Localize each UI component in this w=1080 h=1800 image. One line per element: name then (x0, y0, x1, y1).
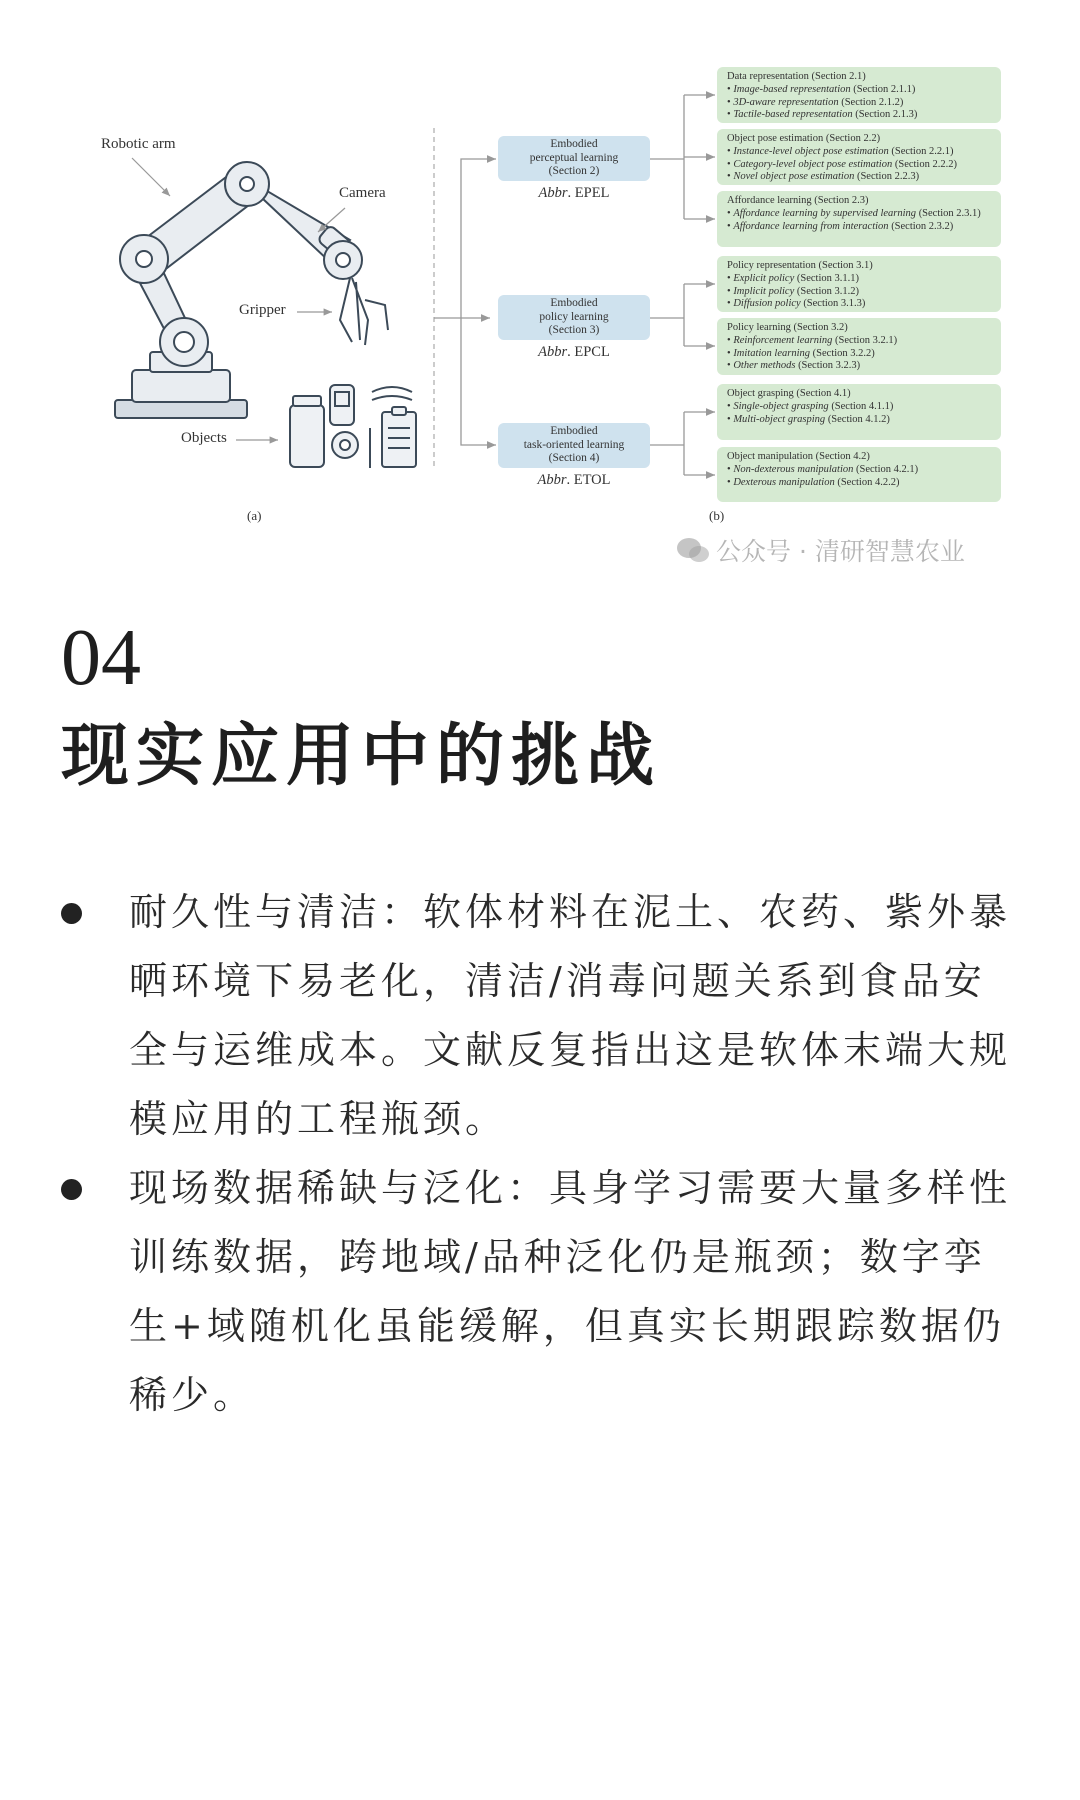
topic-title: Object manipulation (Section 4.2) (727, 451, 870, 462)
topic-title: Policy representation (Section 3.1) (727, 260, 873, 271)
topic-item-section: (Section 2.2.3) (854, 171, 920, 183)
bullet-dot: • (727, 298, 734, 310)
topic-box (717, 191, 1001, 247)
topic-item-section: (Section 3.1.2) (794, 285, 860, 297)
topic-item-section: (Section 4.2.2) (834, 476, 900, 488)
topic-item-section: (Section 3.2.2) (810, 347, 875, 359)
section-title: 现实应用中的挑战 (61, 716, 662, 796)
bullet-dot: • (727, 158, 734, 170)
abbr-prefix: Abbr (537, 472, 567, 488)
topic-item-section: (Section 2.1.3) (852, 109, 918, 121)
topic-item-section: (Section 3.1.1) (794, 272, 859, 284)
bullet-item (61, 1154, 1023, 1430)
objects-illustration (290, 385, 416, 468)
wechat-icon (676, 536, 710, 564)
abbr-epcl (498, 344, 650, 361)
category-line: (Section 3) (548, 324, 600, 337)
topic-item-name: Affordance learning from interaction (733, 220, 889, 232)
topic-item-name: Reinforcement learning (733, 334, 833, 346)
topic-item-section: (Section 4.1.2) (825, 413, 890, 425)
topic-item-section: (Section 3.1.3) (800, 298, 866, 310)
topic-item (727, 414, 993, 427)
bullet-list (61, 878, 1023, 1430)
topic-item-name: Implicit policy (733, 285, 795, 297)
bullet-dot: • (727, 145, 734, 157)
topic-item (727, 146, 993, 159)
section-number: 04 (61, 614, 141, 702)
topic-item (727, 348, 993, 361)
label-gripper: Gripper (239, 302, 286, 318)
topic-box (717, 256, 1001, 312)
category-line: (Section 4) (548, 452, 600, 465)
topic-item-name: Instance-level object pose estimation (733, 145, 889, 157)
category-line: (Section 2) (548, 165, 600, 178)
bullet-dot: • (727, 463, 734, 475)
topic-item (727, 171, 993, 184)
bullet-dot: • (727, 334, 734, 346)
topic-item (727, 335, 993, 348)
bullet-dot: • (727, 83, 734, 95)
bullet-dot: • (727, 207, 734, 219)
topic-item-section: (Section 2.1.1) (850, 83, 916, 95)
category-box-epel (498, 136, 650, 181)
bullet-item (61, 878, 1023, 1154)
topic-item (727, 221, 993, 234)
topic-item-name: Tactile-based representation (733, 109, 853, 121)
bullet-dot: • (727, 347, 734, 359)
topic-item-name: Multi-object grasping (733, 413, 826, 425)
label-robotic-arm: Robotic arm (101, 136, 176, 152)
topic-item (727, 159, 993, 172)
topic-item-section: (Section 3.2.3) (795, 360, 861, 372)
topic-item-section: (Section 4.2.1) (853, 463, 919, 475)
topic-item-section: (Section 2.3.2) (888, 220, 954, 232)
abbr-text: . ETOL (566, 472, 611, 488)
topic-item-section: (Section 2.1.2) (838, 96, 904, 108)
topic-item (727, 109, 993, 122)
topic-item-name: Imitation learning (733, 347, 811, 359)
abbr-prefix: Abbr (538, 185, 568, 201)
label-objects: Objects (181, 430, 227, 446)
topic-item-section: (Section 2.2.1) (888, 145, 954, 157)
topic-item-name: Affordance learning by supervised learning (733, 207, 917, 219)
category-line: Embodied (550, 425, 598, 438)
topic-item-name: Novel object pose estimation (733, 171, 855, 183)
topic-box (717, 129, 1001, 185)
topic-box (717, 67, 1001, 123)
caption-b: (b) (709, 508, 725, 523)
bullet-dot: • (727, 360, 734, 372)
topic-item (727, 477, 993, 490)
topic-item-section: (Section 2.3.1) (916, 207, 981, 219)
topic-item (727, 298, 993, 311)
topic-item-name: Single-object grasping (733, 400, 829, 412)
bullet-item-durability: 耐久性与清洁：软体材料在泥土、农药、紫外暴晒环境下易老化，清洁/消毒问题关系到食品安全与运维成本。文献反复指出这是软体末端大规模应用的工程瓶颈。 (129, 890, 1012, 1141)
topic-item-name: Explicit policy (733, 272, 795, 284)
category-line: Embodied (550, 297, 598, 310)
category-box-etol (498, 423, 650, 468)
topic-box (717, 384, 1001, 440)
category-box-epcl (498, 295, 650, 340)
topic-item (727, 401, 993, 414)
topic-item-section: (Section 2.2.2) (892, 158, 957, 170)
watermark-text: 公众号 · 清研智慧农业 (716, 537, 965, 566)
bullet-dot: • (727, 272, 734, 284)
topic-title: Data representation (Section 2.1) (727, 71, 866, 82)
topic-item-name: Dexterous manipulation (733, 476, 835, 488)
bullet-dot: • (727, 96, 734, 108)
topic-title: Object pose estimation (Section 2.2) (727, 133, 881, 144)
bullet-dot: • (727, 171, 734, 183)
topic-item (727, 273, 993, 286)
topic-item (727, 208, 993, 221)
topic-title: Affordance learning (Section 2.3) (727, 195, 869, 206)
topic-item (727, 464, 993, 477)
bullet-icon (61, 903, 82, 924)
bullet-dot: • (727, 476, 734, 488)
topic-item-name: 3D-aware representation (733, 96, 839, 108)
topic-title: Object grasping (Section 4.1) (727, 388, 851, 399)
topic-title: Policy learning (Section 3.2) (727, 322, 848, 333)
topic-item-name: Diffusion policy (733, 298, 801, 310)
topic-box (717, 318, 1001, 375)
topic-item (727, 360, 993, 373)
bullet-dot: • (727, 285, 734, 297)
topic-item (727, 286, 993, 299)
category-line: policy learning (539, 310, 609, 323)
topic-item (727, 97, 993, 110)
topic-item (727, 84, 993, 97)
abbr-etol (498, 472, 650, 489)
topic-item-name: Non-dexterous manipulation (733, 463, 854, 475)
topic-item-section: (Section 3.2.1) (832, 334, 898, 346)
bullet-dot: • (727, 413, 734, 425)
topic-box (717, 447, 1001, 502)
label-camera: Camera (339, 185, 386, 201)
topic-item-name: Category-level object pose estimation (733, 158, 893, 170)
bullet-dot: • (727, 400, 734, 412)
caption-a: (a) (247, 508, 262, 523)
category-line: perceptual learning (529, 151, 619, 164)
category-line: task-oriented learning (523, 438, 625, 451)
watermark (676, 532, 965, 568)
abbr-text: . EPCL (567, 344, 610, 360)
abbr-epel (498, 185, 650, 202)
topic-item-name: Image-based representation (733, 83, 851, 95)
abbr-text: . EPEL (567, 185, 610, 201)
bullet-dot: • (727, 109, 734, 121)
topic-item-name: Other methods (733, 360, 796, 372)
bullet-dot: • (727, 220, 734, 232)
abbr-prefix: Abbr (538, 344, 568, 360)
category-line: Embodied (550, 138, 598, 151)
bullet-item-data-scarcity: 现场数据稀缺与泛化：具身学习需要大量多样性训练数据，跨地域/品种泛化仍是瓶颈；数字孪生+域随机化虽能缓解，但真实长期跟踪数据仍稀少。 (129, 1166, 1012, 1417)
bullet-icon (61, 1179, 82, 1200)
topic-item-section: (Section 4.1.1) (828, 400, 894, 412)
